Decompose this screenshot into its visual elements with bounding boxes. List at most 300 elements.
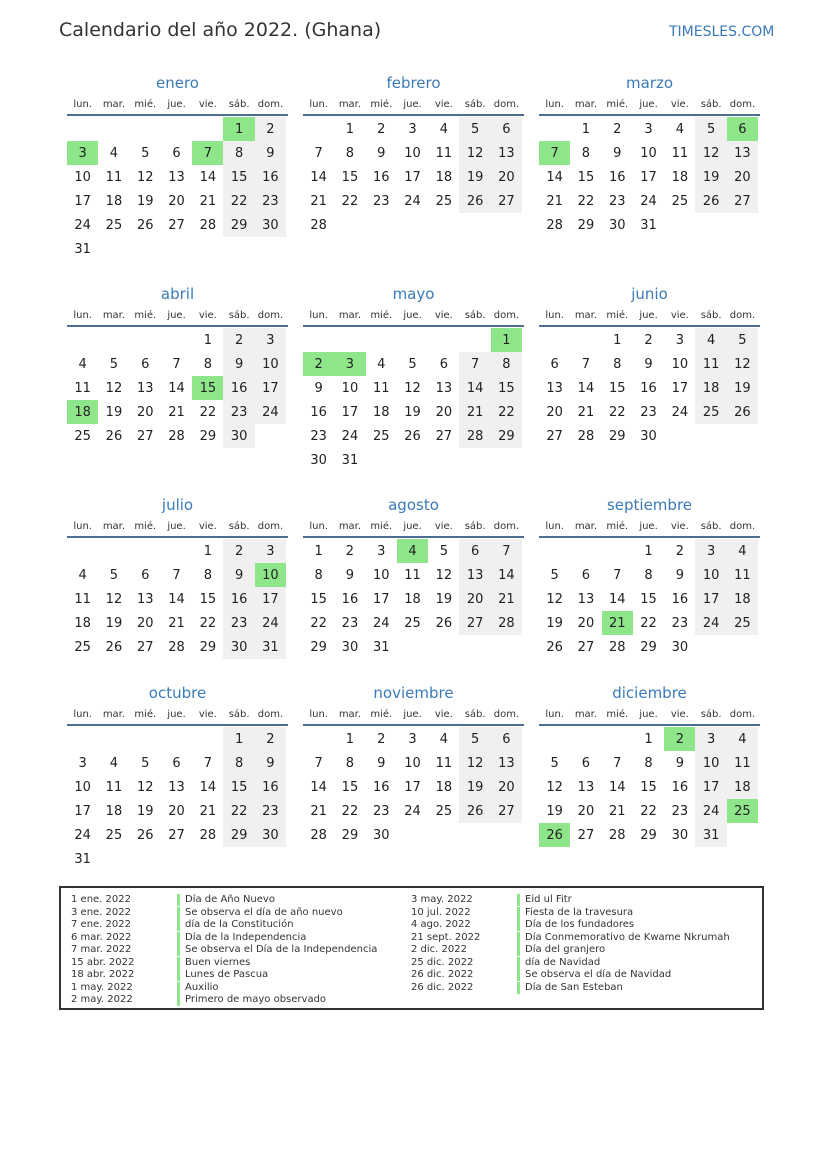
day-cell: 10 (695, 563, 726, 587)
day-cell: 25 (435, 803, 453, 819)
weekday-label: lun. (545, 520, 564, 532)
day-cell: 21 (199, 193, 217, 209)
day-cell: 21 (546, 193, 563, 209)
day-cell: 25 (435, 193, 453, 209)
weekday-label: mar. (338, 708, 362, 720)
legend-holiday-name: Se observa el día de Navidad (517, 969, 671, 981)
weekday-label: lun. (309, 98, 328, 110)
day-cell: 19 (136, 803, 154, 819)
month-name: mayo (392, 285, 435, 303)
day-cell: 5 (439, 543, 448, 559)
day-cell: 5 (141, 145, 150, 161)
day-cell: 15 (341, 169, 359, 185)
day-cell: 17 (640, 169, 657, 185)
day-cell: 11 (404, 567, 421, 583)
month-name: febrero (386, 74, 441, 92)
empty-cell (334, 328, 365, 352)
weekday-label: dom. (493, 309, 520, 321)
empty-cell (130, 727, 161, 751)
weekday-label: dom. (729, 98, 756, 110)
day-cell: 20 (577, 803, 595, 819)
day-cell: 19 (727, 376, 758, 400)
weekday-label: vie. (434, 98, 453, 110)
legend-date: 3 may. 2022 (411, 894, 473, 905)
day-cell: 8 (581, 145, 591, 161)
day-cell: 10 (341, 380, 359, 396)
day-cell: 11 (372, 380, 390, 396)
weekday-header (303, 305, 524, 325)
header-rule (539, 536, 760, 538)
day-cell: 25 (727, 611, 758, 635)
day-cell: 10 (671, 356, 689, 372)
day-cell: 30 (223, 635, 254, 659)
weekday-label: mar. (338, 309, 362, 321)
weekday-header (539, 94, 760, 114)
month-julio (67, 494, 288, 659)
day-cell: 22 (341, 193, 359, 209)
weekday-label: mié. (134, 309, 157, 321)
day-cell: 30 (608, 217, 626, 233)
day-cell: 23 (223, 611, 254, 635)
day-cell: 2 (255, 117, 286, 141)
empty-cell (428, 328, 459, 352)
page-title: Calendario del año 2022. (Ghana) (59, 19, 382, 41)
day-cell: 28 (168, 428, 185, 444)
month-name: diciembre (612, 684, 687, 702)
day-grid (67, 328, 288, 448)
day-cell: 17 (404, 169, 421, 185)
legend-date: 2 may. 2022 (71, 994, 133, 1005)
weekday-label: mar. (102, 309, 126, 321)
weekday-header (539, 305, 760, 325)
month-name: junio (631, 285, 668, 303)
day-cell: 22 (640, 615, 657, 631)
day-cell: 3 (408, 121, 417, 137)
day-cell: 21 (491, 587, 522, 611)
weekday-label: mié. (606, 98, 629, 110)
day-cell: 27 (435, 428, 453, 444)
legend-date: 26 dic. 2022 (411, 981, 474, 993)
day-cell: 13 (491, 751, 522, 775)
day-cell: 7 (172, 567, 181, 583)
day-cell: 30 (255, 213, 286, 237)
legend-holiday-name: Lunes de Pascua (177, 969, 268, 981)
day-cell: 28 (199, 827, 217, 843)
day-cell: 19 (695, 165, 726, 189)
legend-date: 1 ene. 2022 (71, 894, 131, 905)
day-cell: 17 (341, 404, 359, 420)
weekday-label: dom. (729, 520, 756, 532)
header-rule (539, 325, 760, 327)
weekday-label: mar. (102, 98, 126, 110)
month-febrero (303, 72, 524, 237)
day-cell: 25 (74, 639, 91, 655)
brand-link[interactable]: TIMESLES.COM (669, 24, 775, 40)
day-cell: 14 (168, 591, 185, 607)
day-cell: 26 (727, 400, 758, 424)
day-grid (539, 539, 760, 659)
weekday-label: sáb. (700, 520, 722, 532)
month-name: octubre (148, 684, 207, 702)
day-cell: 3 (695, 727, 726, 751)
day-cell: 9 (644, 356, 653, 372)
holiday-day-cell: 7 (192, 141, 223, 165)
day-cell: 22 (199, 615, 217, 631)
header-rule (67, 114, 288, 116)
weekday-label: lun. (309, 309, 328, 321)
header-rule (303, 114, 524, 116)
day-cell: 9 (345, 567, 355, 583)
header-rule (303, 536, 524, 538)
day-cell: 12 (105, 591, 123, 607)
day-cell: 10 (404, 755, 421, 771)
holiday-day-cell: 4 (397, 539, 428, 563)
day-cell: 3 (408, 731, 417, 747)
day-cell: 5 (408, 356, 417, 372)
day-cell: 28 (608, 639, 626, 655)
day-cell: 28 (608, 827, 626, 843)
day-cell: 27 (727, 189, 758, 213)
day-cell: 19 (459, 775, 490, 799)
day-cell: 13 (168, 779, 185, 795)
weekday-header (67, 704, 288, 724)
weekday-label: lun. (73, 309, 92, 321)
day-cell: 10 (404, 145, 421, 161)
month-octubre (67, 682, 288, 871)
day-cell: 22 (223, 799, 254, 823)
empty-cell (98, 117, 129, 141)
day-cell: 1 (223, 727, 254, 751)
day-grid (303, 117, 524, 237)
day-cell: 9 (675, 567, 684, 583)
day-cell: 20 (727, 165, 758, 189)
day-cell: 15 (199, 591, 217, 607)
day-cell: 20 (168, 803, 185, 819)
day-cell: 26 (435, 615, 453, 631)
day-cell: 14 (577, 380, 595, 396)
day-cell: 4 (727, 539, 758, 563)
day-cell: 13 (491, 141, 522, 165)
day-cell: 4 (377, 356, 386, 372)
day-cell: 12 (546, 779, 563, 795)
day-cell: 4 (695, 328, 726, 352)
empty-cell (98, 539, 129, 563)
day-cell: 11 (435, 755, 453, 771)
day-cell: 23 (671, 615, 689, 631)
day-cell: 28 (310, 827, 327, 843)
legend-date: 26 dic. 2022 (411, 969, 474, 980)
day-cell: 4 (439, 121, 448, 137)
day-grid (303, 328, 524, 472)
day-cell: 10 (255, 352, 286, 376)
weekday-label: jue. (639, 708, 658, 720)
weekday-label: jue. (403, 98, 422, 110)
day-cell: 7 (172, 356, 181, 372)
day-cell: 15 (223, 165, 254, 189)
day-cell: 17 (671, 380, 689, 396)
day-cell: 18 (372, 404, 390, 420)
legend-holiday-name: Fiesta de la travesura (517, 907, 633, 919)
day-cell: 9 (223, 563, 254, 587)
day-cell: 26 (136, 827, 154, 843)
weekday-label: jue. (403, 309, 422, 321)
day-cell: 8 (644, 567, 653, 583)
weekday-label: dom. (493, 520, 520, 532)
day-cell: 12 (546, 591, 563, 607)
weekday-label: dom. (257, 520, 284, 532)
day-cell: 19 (105, 615, 123, 631)
day-cell: 17 (695, 775, 726, 799)
day-cell: 29 (223, 823, 254, 847)
holiday-day-cell: 26 (539, 823, 570, 847)
day-cell: 25 (404, 615, 421, 631)
day-cell: 9 (255, 141, 286, 165)
weekday-label: dom. (257, 309, 284, 321)
day-cell: 29 (310, 639, 327, 655)
weekday-header (539, 704, 760, 724)
day-cell: 11 (671, 145, 689, 161)
weekday-label: dom. (493, 708, 520, 720)
empty-cell (539, 117, 570, 141)
day-cell: 8 (345, 755, 355, 771)
month-name: enero (156, 74, 199, 92)
day-cell: 6 (581, 755, 591, 771)
day-cell: 31 (695, 823, 726, 847)
day-cell: 30 (341, 639, 359, 655)
day-cell: 24 (255, 611, 286, 635)
day-cell: 8 (203, 567, 212, 583)
day-cell: 21 (310, 193, 327, 209)
day-cell: 6 (141, 356, 150, 372)
holiday-day-cell: 6 (727, 117, 758, 141)
day-cell: 30 (372, 827, 390, 843)
day-cell: 22 (310, 615, 327, 631)
day-cell: 11 (727, 751, 758, 775)
day-cell: 29 (491, 424, 522, 448)
day-cell: 20 (459, 587, 490, 611)
day-cell: 7 (613, 567, 622, 583)
weekday-header (303, 94, 524, 114)
weekday-label: sáb. (228, 708, 250, 720)
day-cell: 23 (310, 428, 327, 444)
day-cell: 9 (613, 145, 622, 161)
day-cell: 14 (199, 169, 217, 185)
empty-cell (303, 117, 334, 141)
day-cell: 20 (491, 165, 522, 189)
day-cell: 10 (640, 145, 657, 161)
day-cell: 16 (608, 169, 626, 185)
day-cell: 4 (675, 121, 684, 137)
month-name: septiembre (606, 496, 693, 514)
month-junio (539, 283, 760, 448)
day-cell: 12 (404, 380, 421, 396)
weekday-label: mié. (606, 708, 629, 720)
weekday-label: sáb. (228, 98, 250, 110)
day-cell: 8 (223, 141, 254, 165)
weekday-label: mié. (370, 98, 393, 110)
day-cell: 27 (577, 639, 595, 655)
day-cell: 24 (74, 217, 91, 233)
day-cell: 30 (223, 424, 254, 448)
day-cell: 25 (695, 400, 726, 424)
day-cell: 16 (310, 404, 327, 420)
day-cell: 4 (109, 145, 119, 161)
holiday-day-cell: 25 (727, 799, 758, 823)
empty-cell (602, 727, 633, 751)
day-cell: 3 (377, 543, 386, 559)
header-rule (67, 325, 288, 327)
header-rule (67, 724, 288, 726)
day-cell: 14 (310, 779, 327, 795)
weekday-label: jue. (403, 708, 422, 720)
day-cell: 28 (310, 217, 327, 233)
day-cell: 3 (695, 539, 726, 563)
day-cell: 24 (341, 428, 359, 444)
empty-cell (161, 539, 192, 563)
weekday-label: sáb. (228, 309, 250, 321)
weekday-label: lun. (309, 708, 328, 720)
day-cell: 27 (136, 428, 154, 444)
holiday-day-cell: 18 (67, 400, 98, 424)
holiday-day-cell: 10 (255, 563, 286, 587)
weekday-label: mar. (574, 520, 598, 532)
day-cell: 28 (199, 217, 217, 233)
day-cell: 18 (671, 169, 689, 185)
day-cell: 16 (223, 587, 254, 611)
weekday-label: mié. (134, 98, 157, 110)
day-cell: 14 (491, 563, 522, 587)
day-cell: 20 (546, 404, 563, 420)
day-cell: 30 (640, 428, 657, 444)
day-cell: 22 (199, 404, 217, 420)
holiday-day-cell: 1 (491, 328, 522, 352)
day-cell: 11 (105, 169, 123, 185)
day-cell: 26 (459, 189, 490, 213)
empty-cell (366, 328, 397, 352)
day-cell: 16 (372, 779, 390, 795)
weekday-label: sáb. (700, 98, 722, 110)
day-cell: 27 (168, 827, 185, 843)
day-cell: 8 (203, 356, 212, 372)
day-cell: 22 (577, 193, 595, 209)
day-cell: 6 (581, 567, 591, 583)
weekday-label: mié. (606, 309, 629, 321)
empty-cell (539, 727, 570, 751)
day-cell: 18 (105, 193, 123, 209)
header-rule (539, 724, 760, 726)
weekday-label: lun. (309, 520, 328, 532)
day-cell: 13 (577, 779, 595, 795)
day-cell: 12 (435, 567, 453, 583)
empty-cell (130, 328, 161, 352)
empty-cell (192, 117, 223, 141)
day-cell: 22 (223, 189, 254, 213)
month-septiembre (539, 494, 760, 659)
day-grid (539, 328, 760, 448)
weekday-label: jue. (639, 98, 658, 110)
day-cell: 7 (314, 145, 323, 161)
empty-cell (397, 328, 428, 352)
day-cell: 21 (459, 400, 490, 424)
day-cell: 23 (372, 803, 390, 819)
day-cell: 4 (439, 731, 448, 747)
day-cell: 11 (727, 563, 758, 587)
day-cell: 20 (136, 404, 154, 420)
day-cell: 3 (255, 539, 286, 563)
day-cell: 24 (404, 803, 421, 819)
empty-cell (161, 117, 192, 141)
empty-cell (98, 727, 129, 751)
day-cell: 16 (255, 775, 286, 799)
legend-date: 7 ene. 2022 (71, 919, 131, 930)
weekday-label: sáb. (464, 309, 486, 321)
empty-cell (67, 539, 98, 563)
day-cell: 22 (341, 803, 359, 819)
weekday-label: vie. (434, 309, 453, 321)
day-cell: 6 (491, 727, 522, 751)
legend-holiday-name: Día del granjero (517, 944, 605, 956)
day-cell: 21 (310, 803, 327, 819)
legend-holiday-name: Día Conmemorativo de Kwame Nkrumah (517, 932, 730, 944)
day-grid (539, 727, 760, 847)
day-cell: 13 (459, 563, 490, 587)
day-cell: 8 (491, 352, 522, 376)
day-cell: 27 (459, 611, 490, 635)
day-cell: 5 (695, 117, 726, 141)
day-cell: 8 (223, 751, 254, 775)
day-cell: 10 (695, 751, 726, 775)
day-cell: 29 (199, 639, 217, 655)
day-cell: 18 (105, 803, 123, 819)
day-cell: 19 (546, 803, 563, 819)
weekday-label: sáb. (464, 98, 486, 110)
day-cell: 22 (608, 404, 626, 420)
day-cell: 6 (141, 567, 150, 583)
day-cell: 16 (372, 169, 390, 185)
day-cell: 24 (695, 799, 726, 823)
day-cell: 21 (168, 615, 185, 631)
day-cell: 6 (550, 356, 559, 372)
day-cell: 21 (608, 803, 626, 819)
day-cell: 17 (74, 803, 91, 819)
day-cell: 5 (550, 567, 559, 583)
day-cell: 19 (136, 193, 154, 209)
day-cell: 13 (577, 591, 595, 607)
weekday-header (67, 94, 288, 114)
weekday-label: vie. (434, 708, 453, 720)
day-cell: 7 (613, 755, 622, 771)
holiday-day-cell: 21 (602, 611, 633, 635)
day-cell: 22 (640, 803, 657, 819)
weekday-label: vie. (670, 520, 689, 532)
weekday-label: sáb. (700, 309, 722, 321)
day-cell: 29 (577, 217, 595, 233)
day-cell: 13 (727, 141, 758, 165)
month-mayo (303, 283, 524, 472)
day-cell: 5 (141, 755, 150, 771)
legend-date: 7 mar. 2022 (71, 944, 132, 955)
weekday-label: sáb. (464, 520, 486, 532)
day-cell: 8 (644, 755, 653, 771)
day-cell: 7 (581, 356, 591, 372)
day-cell: 4 (78, 567, 87, 583)
day-cell: 19 (546, 615, 563, 631)
day-cell: 2 (223, 539, 254, 563)
holiday-legend (59, 886, 764, 1010)
day-cell: 29 (223, 213, 254, 237)
day-cell: 9 (377, 755, 386, 771)
empty-cell (161, 328, 192, 352)
